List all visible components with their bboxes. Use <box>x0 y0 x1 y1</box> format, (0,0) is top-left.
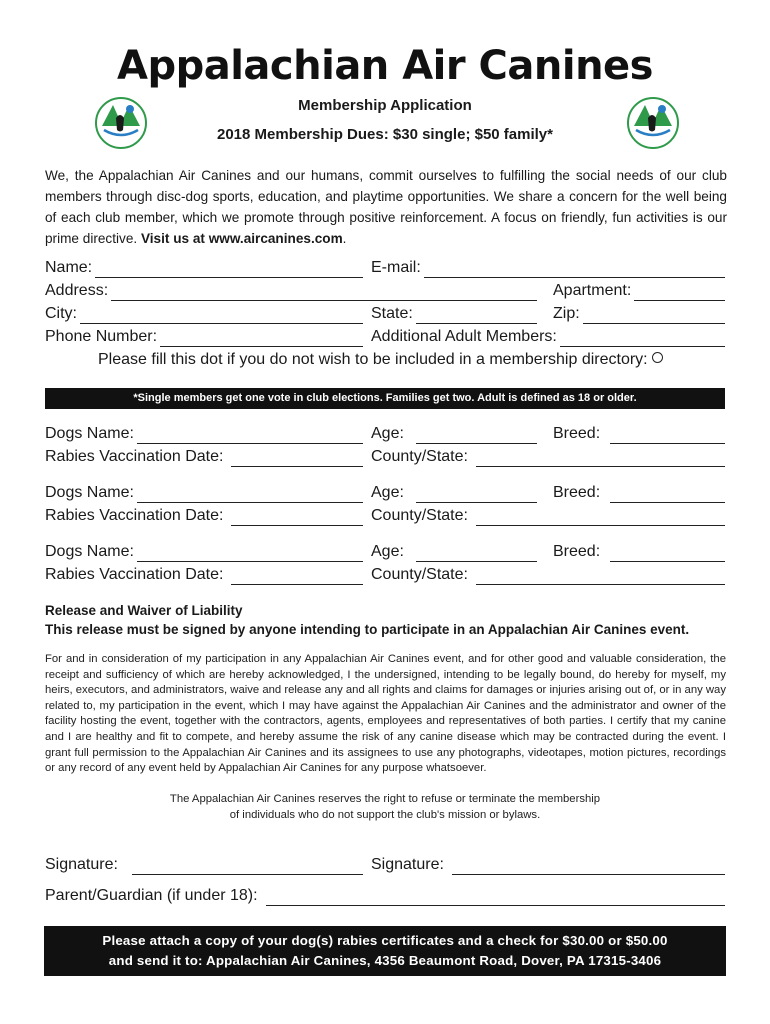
zip-input-line[interactable] <box>583 309 725 324</box>
rabies-date-field[interactable]: Rabies Vaccination Date: <box>45 506 363 526</box>
county-state-field[interactable]: County/State: <box>371 506 725 526</box>
address-field[interactable]: Address: <box>45 281 537 301</box>
release-heading: Release and Waiver of Liability This release must be signed by anyone intending to participate in an Appalachian Air Canines event. <box>45 603 690 637</box>
mailing-instructions-banner: Please attach a copy of your dog(s) rabies certificates and a check for $30.00 or $50.00 and send it to: Appalachian Air Canines, 4356 Beaumont Road, Dover, PA 17315-3406 <box>44 926 726 976</box>
membership-dues: 2018 Membership Dues: $30 single; $50 family* <box>217 126 553 143</box>
email-field[interactable]: E-mail: <box>371 258 725 278</box>
optout-dot[interactable] <box>652 352 663 363</box>
dog-breed-field[interactable]: Breed: <box>553 424 725 444</box>
website-link[interactable]: Visit us at www.aircanines.com <box>140 231 343 246</box>
dog-name-field[interactable]: Dogs Name: <box>45 542 363 562</box>
rabies-date-field[interactable]: Rabies Vaccination Date: <box>45 447 363 467</box>
state-field[interactable]: State: <box>371 304 537 324</box>
dog-name-field[interactable]: Dogs Name: <box>45 424 363 444</box>
guardian-signature-line[interactable] <box>266 891 725 906</box>
voting-note-banner: *Single members get one vote in club elections. Families get two. Adult is defined as 18 or older. <box>45 388 725 409</box>
phone-input-line[interactable] <box>160 332 363 347</box>
intro-text: We, the Appalachian Air Canines and our humans, commit ourselves to fulfilling the social needs of our club members through disc-dog sports, education, and playtime opportunities. We share a concern for the well being of each club member, which we promote through positive reinforcement. A focus on friendly, fun activities is our prime directive. <box>45 168 727 246</box>
dog-age-field[interactable]: Age: <box>371 483 537 503</box>
name-field[interactable]: Name: <box>45 258 363 278</box>
guardian-signature-field[interactable]: Parent/Guardian (if under 18): <box>45 886 725 906</box>
city-input-line[interactable] <box>80 309 363 324</box>
page-title: Appalachian Air Canines <box>117 43 653 89</box>
form-subtitle: Membership Application <box>298 97 472 114</box>
city-field[interactable]: City: <box>45 304 363 324</box>
rabies-date-field[interactable]: Rabies Vaccination Date: <box>45 565 363 585</box>
additional-adults-input-line[interactable] <box>560 332 725 347</box>
intro-paragraph: We, the Appalachian Air Canines and our humans, commit ourselves to fulfilling the social needs of our club members through disc-dog sports, education, and playtime opportunities. We share a concern for the well being of each club member, which we promote through positive reinforcement. A focus on friendly, fun activities is our prime directive. Visit us at www.aircanines.com. <box>45 168 727 246</box>
release-subheading: This release must be signed by anyone intending to participate in an Appalachian Air Canines event. <box>45 622 690 637</box>
dog-name-field[interactable]: Dogs Name: <box>45 483 363 503</box>
address-input-line[interactable] <box>111 286 537 301</box>
email-input-line[interactable] <box>424 263 725 278</box>
release-body: For and in consideration of my participation in any Appalachian Air Canines event, and for other good and valuable consideration, the receipt and sufficiency of which are hereby acknowledged, I the undersigned, intending to be legally bound, do hereby for myself, my heirs, executors, and administrators, waive and release any and all rights and claims for damages or injuries arising out of, or in any way related to, my participation in the event, which I may have against the Appalachian Air Canines and the administrator and owner of the facility hosting the event, together with the contractors, agents, employees and representatives of both parties. I certify that my canine and I are healthy and fit to compete, and hereby assume the risk of any canine disease which may be contracted during the event. I grant full permission to the Appalachian Air Canines and its assignees to use any photographs, videotapes, motion pictures, recordings or any record of any event held by Appalachian Air Canines for any purpose whatsoever. <box>45 653 726 775</box>
signature-field[interactable]: Signature: <box>371 855 725 875</box>
dog-age-field[interactable]: Age: <box>371 542 537 562</box>
reserve-notice: The Appalachian Air Canines reserves the right to refuse or terminate the membership of individuals who do not support the club's mission or bylaws. <box>169 793 601 821</box>
dog-age-field[interactable]: Age: <box>371 424 537 444</box>
dog-breed-field[interactable]: Breed: <box>553 542 725 562</box>
signature-field[interactable]: Signature: <box>45 855 363 875</box>
apartment-input-line[interactable] <box>634 286 725 301</box>
signature-line[interactable] <box>452 860 725 875</box>
directory-optout: Please fill this dot if you do not wish to be included in a membership directory: <box>98 351 663 369</box>
zip-field[interactable]: Zip: <box>553 304 725 324</box>
name-input-line[interactable] <box>95 263 363 278</box>
apartment-field[interactable]: Apartment: <box>553 281 725 301</box>
additional-adults-field[interactable]: Additional Adult Members: <box>371 327 725 347</box>
state-input-line[interactable] <box>416 309 537 324</box>
dog-breed-field[interactable]: Breed: <box>553 483 725 503</box>
county-state-field[interactable]: County/State: <box>371 447 725 467</box>
phone-field[interactable]: Phone Number: <box>45 327 363 347</box>
signature-line[interactable] <box>132 860 363 875</box>
county-state-field[interactable]: County/State: <box>371 565 725 585</box>
